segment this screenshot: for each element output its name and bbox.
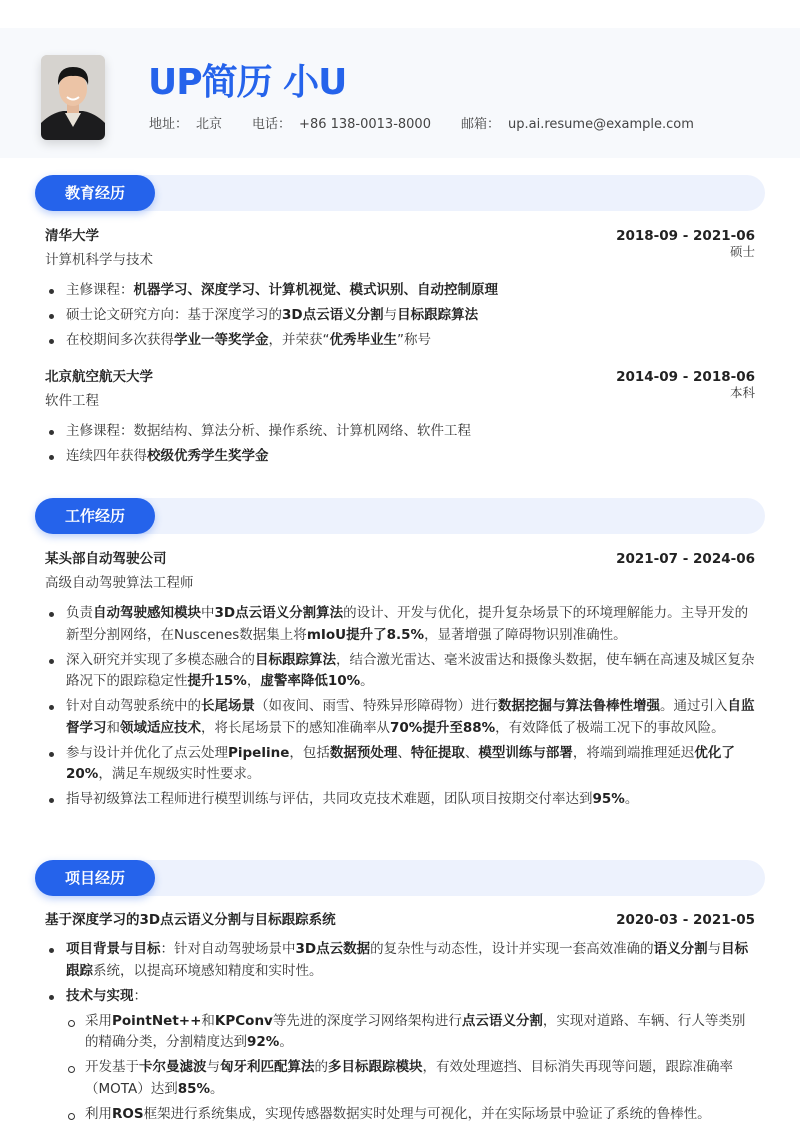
bullet-text: ，包括 (289, 744, 330, 761)
bullet-item (45, 743, 755, 786)
bullet-text: 、 (464, 744, 479, 761)
company-name: 某头部自动驾驶公司 (45, 551, 167, 567)
project-entry (45, 908, 755, 1129)
highlight-text: mIoU提升了8.5% (306, 626, 425, 643)
highlight-text: 多目标跟踪模块 (328, 1059, 423, 1075)
education-section-header (35, 175, 765, 211)
bullet-list (45, 280, 755, 352)
highlight-text: PointNet++ (112, 1012, 202, 1029)
date-range: 2018-09 - 2021-06 (616, 228, 755, 244)
highlight-text: 自动驾驶感知模块 (93, 605, 201, 621)
bullet-text: ： (133, 987, 147, 1004)
bullet-item (45, 650, 755, 693)
highlight-text: 长尾场景 (201, 698, 255, 714)
bullet-text: 等先进的深度学习网络架构进行 (272, 1012, 462, 1029)
bullet-text: 。 (279, 1034, 293, 1050)
bullet-text: ， (246, 673, 261, 689)
bullet-text: 、 (397, 744, 411, 761)
section-title: 工作经历 (35, 498, 155, 534)
bullet-item (45, 986, 755, 1008)
highlight-text: 特征提取 (410, 744, 465, 761)
bullet-text: ，将端到端推理延迟 (572, 744, 695, 761)
bullet-item (45, 1011, 755, 1054)
bullet-text: 指导初级算法工程师进行模型训练与评估，共同攻克技术难题，团队项目按期交付率达到 (66, 791, 593, 807)
bullet-text: 针对自动驾驶系统中的 (66, 698, 201, 714)
bullet-item (45, 446, 755, 468)
highlight-text: 卡尔曼滤波 (139, 1059, 207, 1075)
bullet-text: ，将长尾场景下的感知准确率从 (201, 719, 390, 736)
bullet-text: ，并荣获“ (268, 332, 330, 348)
highlight-text: 学业一等奖学金 (174, 332, 269, 348)
bullet-text: 的 (314, 1059, 328, 1075)
resume-header (0, 28, 800, 158)
major: 软件工程 (45, 393, 99, 409)
date-range: 2020-03 - 2021-05 (616, 912, 755, 928)
bullet-text: ：针对自动驾驶场景中 (160, 941, 296, 957)
email-label: 邮箱： (460, 117, 500, 132)
bullet-text: 采用 (85, 1012, 112, 1029)
email-value: up.ai.resume@example.com (508, 117, 694, 132)
degree: 本科 (729, 385, 755, 400)
highlight-text: 目标跟踪 (66, 941, 749, 979)
school-name: 清华大学 (45, 228, 99, 244)
phone-value: +86 138-0013-8000 (299, 117, 431, 132)
school-name: 北京航空航天大学 (45, 369, 153, 385)
education-entry (45, 224, 755, 355)
bullet-text: 系统，以提高环境感知精度和实时性。 (93, 962, 323, 979)
bullet-text: 深入研究并实现了多模态融合的 (66, 651, 255, 668)
projects-section-header (35, 860, 765, 896)
highlight-text: 虚警率降低10% (260, 673, 361, 689)
bullet-item (45, 696, 755, 739)
date-range: 2014-09 - 2018-06 (616, 369, 755, 385)
work-section-header (35, 498, 765, 534)
highlight-text: 85% (177, 1080, 211, 1097)
bullet-item (45, 789, 755, 811)
degree: 硕士 (729, 244, 755, 259)
bullet-text: 和 (106, 719, 120, 736)
highlight-text: 92% (247, 1034, 280, 1050)
highlight-text: 模型训练与部署 (478, 744, 573, 761)
bullet-text: 参与设计并优化了点云处理 (66, 744, 228, 761)
bullet-list (45, 421, 755, 468)
bullet-text: （如夜间、雨雪、特殊异形障碍物）进行 (255, 698, 498, 714)
highlight-text: 自监督学习 (66, 698, 755, 736)
bullet-text: ，满足车规级实时性要求。 (98, 766, 261, 782)
highlight-text: 3D点云语义分割算法 (214, 605, 344, 621)
bullet-text: 和 (201, 1012, 215, 1029)
bullet-text: 的设计、开发与优化，提升复杂场景下的环境理解能力。主导开发的新型分割网络，在Nuscenes数据集上将 (66, 605, 749, 643)
candidate-name: UP简历 小U (148, 62, 347, 103)
project-name: 基于深度学习的3D点云语义分割与目标跟踪系统 (45, 912, 336, 928)
bullet-text: ”称号 (397, 332, 431, 348)
major: 计算机科学与技术 (45, 252, 153, 268)
bullet-text: 主修课程： (66, 282, 134, 298)
bullet-text: 。 (210, 1080, 224, 1097)
highlight-text: ROS (112, 1105, 144, 1122)
highlight-text: 机器学习、深度学习、计算机视觉、模式识别、自动控制原理 (133, 282, 498, 298)
highlight-text: 优化了20% (66, 744, 735, 782)
bullet-text: 。通过引入 (660, 698, 728, 714)
highlight-text: 目标跟踪算法 (255, 651, 336, 668)
bullet-text: ，结合激光雷达、毫米波雷达和摄像头数据，使车辆在高速及城区复杂路况下的跟踪稳定性 (66, 651, 755, 689)
highlight-text: 匈牙利匹配算法 (220, 1059, 315, 1075)
bullet-list (45, 939, 755, 1125)
highlight-text: 点云语义分割 (461, 1012, 543, 1029)
bullet-text: 中 (201, 605, 215, 621)
bullet-item (45, 280, 755, 302)
bullet-text: 的复杂性与动态性，设计并实现一套高效准确的 (370, 941, 654, 957)
highlight-text: 技术与实现 (66, 987, 134, 1004)
highlight-text: 优秀毕业生 (329, 332, 397, 348)
bullet-text: 框架进行系统集成，实现传感器数据实时处理与可视化，并在实际场景中验证了系统的鲁棒性。 (143, 1105, 711, 1122)
bullet-text: 与 (707, 941, 722, 957)
highlight-text: 语义分割 (653, 941, 708, 957)
bullet-text: 连续四年获得 (66, 448, 147, 464)
bullet-text: 硕士论文研究方向：基于深度学习的 (66, 307, 282, 323)
phone-label: 电话： (252, 117, 292, 132)
highlight-text: 95% (592, 791, 625, 807)
highlight-text: 70%提升至88% (390, 719, 496, 736)
bullet-item (45, 330, 755, 352)
education-entry (45, 365, 755, 471)
bullet-text: 与 (206, 1059, 220, 1075)
bullet-text: 。 (360, 673, 374, 689)
contact-phone (252, 113, 431, 132)
date-range: 2021-07 - 2024-06 (616, 551, 755, 567)
highlight-text: 领域适应技术 (120, 719, 201, 736)
address-label: 地址： (149, 117, 189, 132)
bullet-item (45, 1057, 755, 1100)
highlight-text: 数据预处理 (329, 744, 398, 761)
contact-info (149, 113, 694, 132)
bullet-text: 开发基于 (85, 1059, 139, 1075)
bullet-text: 在校期间多次获得 (66, 332, 174, 348)
bullet-text: 负责 (66, 605, 93, 621)
bullet-text: ，实现对道路、车辆、行人等类别的精确分类，分割精度达到 (85, 1012, 746, 1050)
section-title: 教育经历 (35, 175, 155, 211)
bullet-item (45, 603, 755, 646)
bullet-text: 主修课程：数据结构、算法分析、操作系统、计算机网络、软件工程 (66, 423, 471, 439)
bullet-item (45, 939, 755, 982)
highlight-text: 提升15% (187, 673, 247, 689)
bullet-text: ，有效降低了极端工况下的事故风险。 (495, 719, 725, 736)
bullet-list (45, 603, 755, 811)
section-title: 项目经历 (35, 860, 155, 896)
address-value: 北京 (196, 117, 223, 132)
bullet-text: ，有效处理遮挡、目标消失再现等问题，跟踪准确率（MOTA）达到 (85, 1059, 733, 1097)
bullet-text: 。 (624, 791, 639, 807)
highlight-text: 项目背景与目标 (66, 941, 161, 957)
bullet-text: ，显著增强了障碍物识别准确性。 (424, 626, 627, 643)
bullet-item (45, 421, 755, 443)
highlight-text: 数据挖掘与算法鲁棒性增强 (498, 698, 660, 714)
bullet-text: 与 (383, 307, 398, 323)
contact-email (461, 113, 694, 132)
highlight-text: 3D点云语义分割 (282, 307, 384, 323)
highlight-text: KPConv (214, 1012, 273, 1029)
bullet-item (45, 1104, 755, 1126)
contact-address (149, 113, 222, 132)
highlight-text: 目标跟踪算法 (397, 307, 479, 323)
profile-photo (41, 55, 105, 140)
bullet-item (45, 305, 755, 327)
highlight-text: 3D点云数据 (295, 941, 371, 957)
job-title: 高级自动驾驶算法工程师 (45, 575, 194, 591)
bullet-text: 利用 (85, 1105, 112, 1122)
work-entry (45, 547, 755, 814)
highlight-text: Pipeline (228, 744, 290, 761)
highlight-text: 校级优秀学生奖学金 (147, 448, 269, 464)
